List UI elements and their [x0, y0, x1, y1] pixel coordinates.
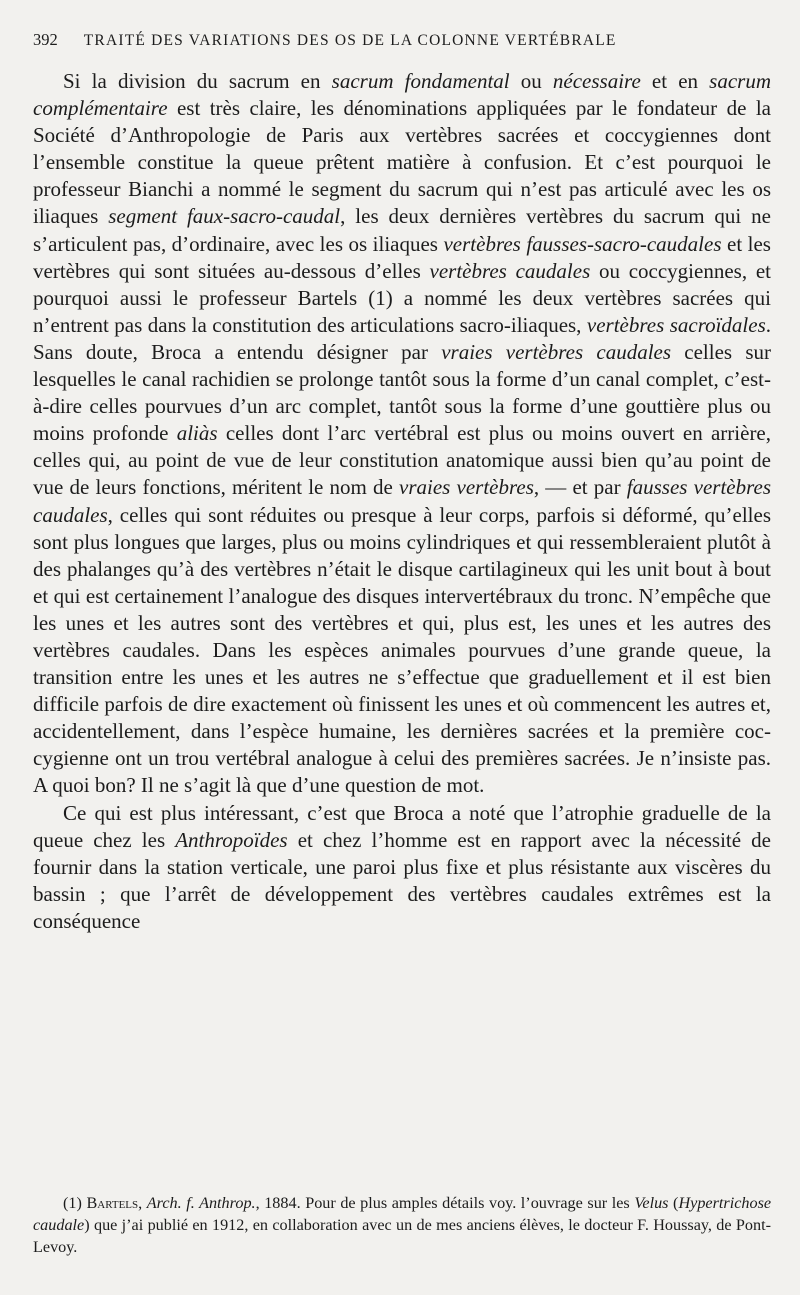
footnote-text: [33, 1192, 771, 1258]
italic-term: segment faux-sacro-caudal: [108, 204, 341, 229]
author-name: Bartels: [86, 1194, 139, 1212]
italic-term: nécessaire: [552, 69, 641, 93]
text-run: Ce qui est plus intéressant, c’est que Broca a noté que l’atrophie graduelle de la queue chez les: [33, 800, 771, 852]
text-run: ou coccygiennes, et pourquoi aussi le professeur Bartels (1) a nommé les deux vertèbres sacrées qui n’entrent pas dans la constitution des articulations sacro-iliaques,: [33, 258, 771, 337]
text-run: , — et par: [533, 475, 627, 500]
text-run: (: [668, 1194, 679, 1212]
text-run: est très claire, les dénominations appliquées par le fondateur de la Société d’Anthropologie de Paris aux vertèbres sacrées et coccygiennes dont l’ensemble constitue la queue prêtent matière à confusion. Et c’est pourquoi le professeur Bianchi a nommé le segment du sacrum qui n’est pas articulé avec les os iliaques: [33, 96, 771, 229]
text-run: ou: [509, 69, 553, 93]
italic-term: vertèbres fausses-sacro-caudales: [443, 231, 722, 256]
text-run: , 1884. Pour de plus amples détails voy. l’ouvrage sur les: [255, 1194, 635, 1212]
running-title: TRAITÉ DES VARIATIONS DES OS DE LA COLONNE VERTÉBRALE: [83, 32, 617, 49]
italic-term: aliàs: [176, 421, 218, 446]
text-run: celles dont l’arc vertébral est plus ou moins ouvert en arrière, celles qui, au point de vue de leur constitution anatomique aussi bien qu’au point de vue de leurs fonctions, méritent le nom de: [33, 421, 772, 500]
paragraph: [33, 68, 771, 800]
italic-term: fausses vertèbres caudales: [33, 475, 771, 527]
book-title: Velus: [634, 1194, 669, 1212]
text-run: Si la division du sacrum en: [63, 69, 332, 93]
italic-term: Anthropoïdes: [175, 827, 288, 852]
body-text: [33, 68, 771, 935]
text-run: celles sur lesquelles le canal rachidien se prolonge tantôt sous la forme d’un canal complet, c’est-à-dire celles pourvues d’un arc complet, tantôt sous la forme d’une gouttière plus ou moins profonde: [33, 339, 771, 446]
footnote: [33, 1192, 771, 1258]
italic-term: vraies vertèbres: [399, 475, 534, 500]
text-run: ) que j’ai publié en 1912, en collaboration avec un de mes anciens élèves, le docteur F. Houssay, de Pont-Levoy.: [33, 1216, 771, 1256]
text-run: et chez l’homme est en rapport avec la nécessité de fournir dans la station verticale, une paroi plus fixe et plus résistante aux viscères du bassin ; que l’arrêt de développement des vertèbres caudales extrêmes est la conséquence: [33, 827, 771, 933]
page-header: [33, 30, 771, 50]
page-number: 392: [33, 30, 58, 49]
text-run: et en: [640, 69, 710, 93]
text-run: , les deux dernières vertèbres du sacrum qui ne s’articulent pas, d’ordinaire, avec les os iliaques: [33, 204, 771, 256]
text-run: et les vertèbres qui sont situées au-dessous d’elles: [33, 231, 771, 283]
italic-term: vraies vertèbres caudales: [441, 339, 672, 364]
italic-term: vertèbres caudales: [429, 258, 591, 283]
text-run: ,: [138, 1194, 147, 1212]
footnote-marker: (1): [63, 1194, 87, 1212]
text-run: , celles qui sont réduites ou presque à leur corps, parfois si déformé, qu’elles sont plus longues que larges, plus ou moins cylindriques et qui ressembleraient plutôt à des phalanges qu’à des vertèbres n’était le disque cartilagineux qui les unit bout à bout et qui est certainement l’analogue des disques intervertébraux du tronc. N’empêche que les unes et les autres sont des vertèbres et qui, plus est, les unes et les autres des vertèbres caudales. Dans les espèces animales pourvues d’une grande queue, la transition entre les unes et les autres ne s’effectue que graduellement et il est bien difficile parfois de dire exactement où finissent les unes et où commencent les autres et, accidentellement, dans l’espèce humaine, les dernières sacrées et la première coccygienne ont un trou vertébral analogue à celui des premières sacrées. Je n’insiste pas. A quoi bon? Il ne s’agit là que d’une question de mot.: [33, 502, 771, 798]
journal-title: Arch. f. Anthrop.: [146, 1194, 256, 1212]
paragraph: [33, 800, 771, 935]
italic-term: sacrum complémentaire: [33, 69, 772, 121]
italic-term: vertèbres sacroïdales: [586, 312, 766, 337]
book-subtitle: Hypertrichose caudale: [33, 1194, 772, 1234]
italic-term: sacrum fondamental: [331, 69, 510, 93]
text-run: . Sans doute, Broca a entendu désigner par: [33, 312, 771, 364]
